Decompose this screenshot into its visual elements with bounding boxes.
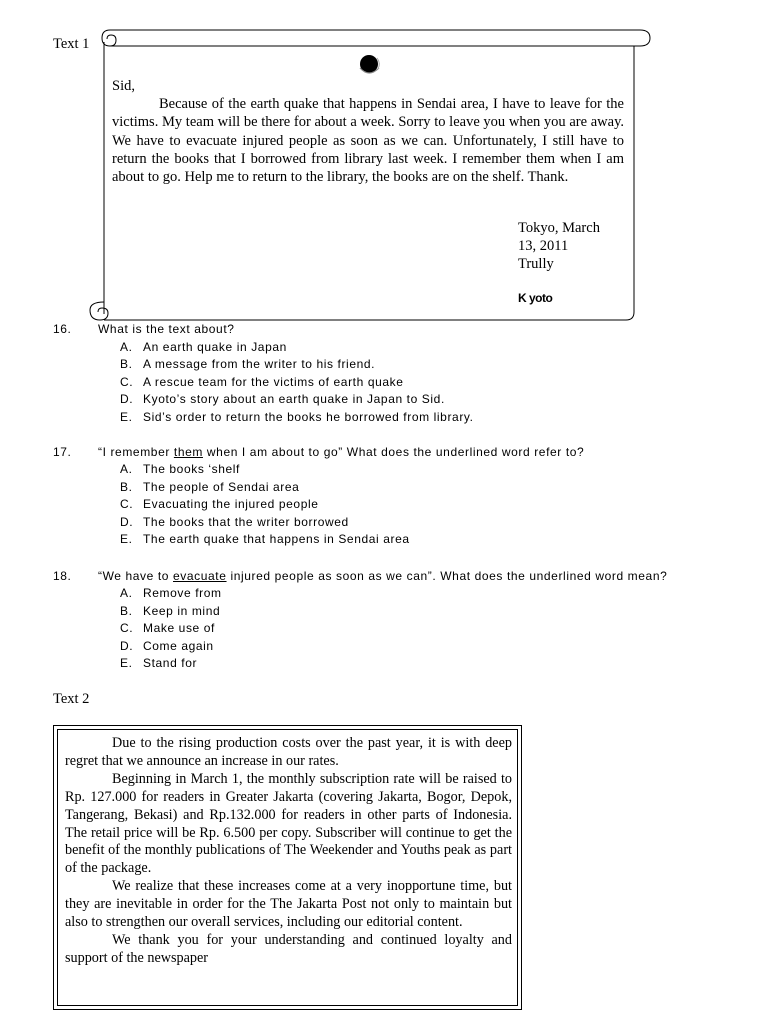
option-16d[interactable]: D. Kyoto’s story about an earth quake in Japan to Sid. (120, 392, 445, 406)
option-17b[interactable]: B. The people of Sendai area (120, 480, 300, 494)
text1-label: Text 1 (53, 36, 90, 52)
option-16c[interactable]: C. A rescue team for the victims of earth quake (120, 375, 404, 389)
option-17a[interactable]: A. The books ‘shelf (120, 462, 240, 476)
text2-paragraph: Due to the rising production costs over the past year, it is with deep regret that we announce an increase in our rates. (65, 735, 512, 769)
seal-icon (356, 52, 384, 80)
option-16a[interactable]: A. An earth quake in Japan (120, 340, 287, 354)
option-16b[interactable]: B. A message from the writer to his friend. (120, 357, 376, 371)
place-date-2: 13, 2011 (518, 238, 569, 255)
question-number: 17. (53, 445, 72, 459)
underlined-word: them (173, 445, 203, 459)
question-18: 18. “We have to evacuate injured people as soon as we can”. What does the underlined word mean? (53, 569, 668, 583)
closing: Trully (518, 256, 554, 273)
signature: K yoto (518, 291, 553, 305)
option-18d[interactable]: D. Come again (120, 639, 214, 653)
letter (112, 77, 624, 186)
text2-paragraph: Beginning in March 1, the monthly subscription rate will be raised to Rp. 127.000 for readers in Greater Jakarta (covering Jakarta, Bogor, Depok, Tangerang, Bekasi) and Rp.132.000 for readers in other parts of Indonesia. The retail price will be Rp. 6.500 per copy. Subscriber will continue to get the benefit of the monthly publications of The Weekender and Youths peak as part of the package. (65, 770, 512, 877)
letter-closing (518, 219, 600, 274)
option-16e[interactable]: E. Sid’s order to return the books he borrowed from library. (120, 410, 474, 424)
option-17e[interactable]: E. The earth quake that happens in Sendai area (120, 532, 410, 546)
option-17c[interactable]: C. Evacuating the injured people (120, 497, 319, 511)
text2-paragraph: We realize that these increases come at a very inopportune time, but they are inevitable in order for the The Jakarta Post not only to maintain but also to strengthen our overall services, including our editorial content. (65, 878, 512, 931)
question-16 (53, 322, 235, 336)
place-date-1: Tokyo, March (518, 220, 600, 236)
question-number: 16. (53, 322, 72, 336)
text2-label: Text 2 (53, 691, 90, 707)
option-18b[interactable]: B. Keep in mind (120, 604, 221, 618)
option-17d[interactable]: D. The books that the writer borrowed (120, 515, 349, 529)
underlined-word: evacuate (173, 569, 227, 583)
option-18c[interactable]: C. Make use of (120, 621, 215, 635)
salutation: Sid, (112, 78, 135, 94)
text2-content (65, 735, 512, 968)
question-text: What is the text about? (98, 322, 235, 336)
option-18a[interactable]: A. Remove from (120, 586, 222, 600)
letter-body: Because of the earth quake that happens in Sendai area, I have to leave for the victims. My team will be there for about a week. Sorry to leave you when you are away. We have to evacuate injured people as soon as we can. Unfortunately, I still have to return the books that I borrowed from library last week. I remember them when I am about to go. Help me to return to the library, the books are on the shelf. Thank. (112, 96, 624, 186)
question-number: 18. (53, 569, 72, 583)
question-17: 17. “I remember them when I am about to go” What does the underlined word refer to? (53, 445, 585, 459)
option-18e[interactable]: E. Stand for (120, 656, 198, 670)
text2-paragraph: We thank you for your understanding and continued loyalty and support of the newspaper (65, 931, 512, 966)
